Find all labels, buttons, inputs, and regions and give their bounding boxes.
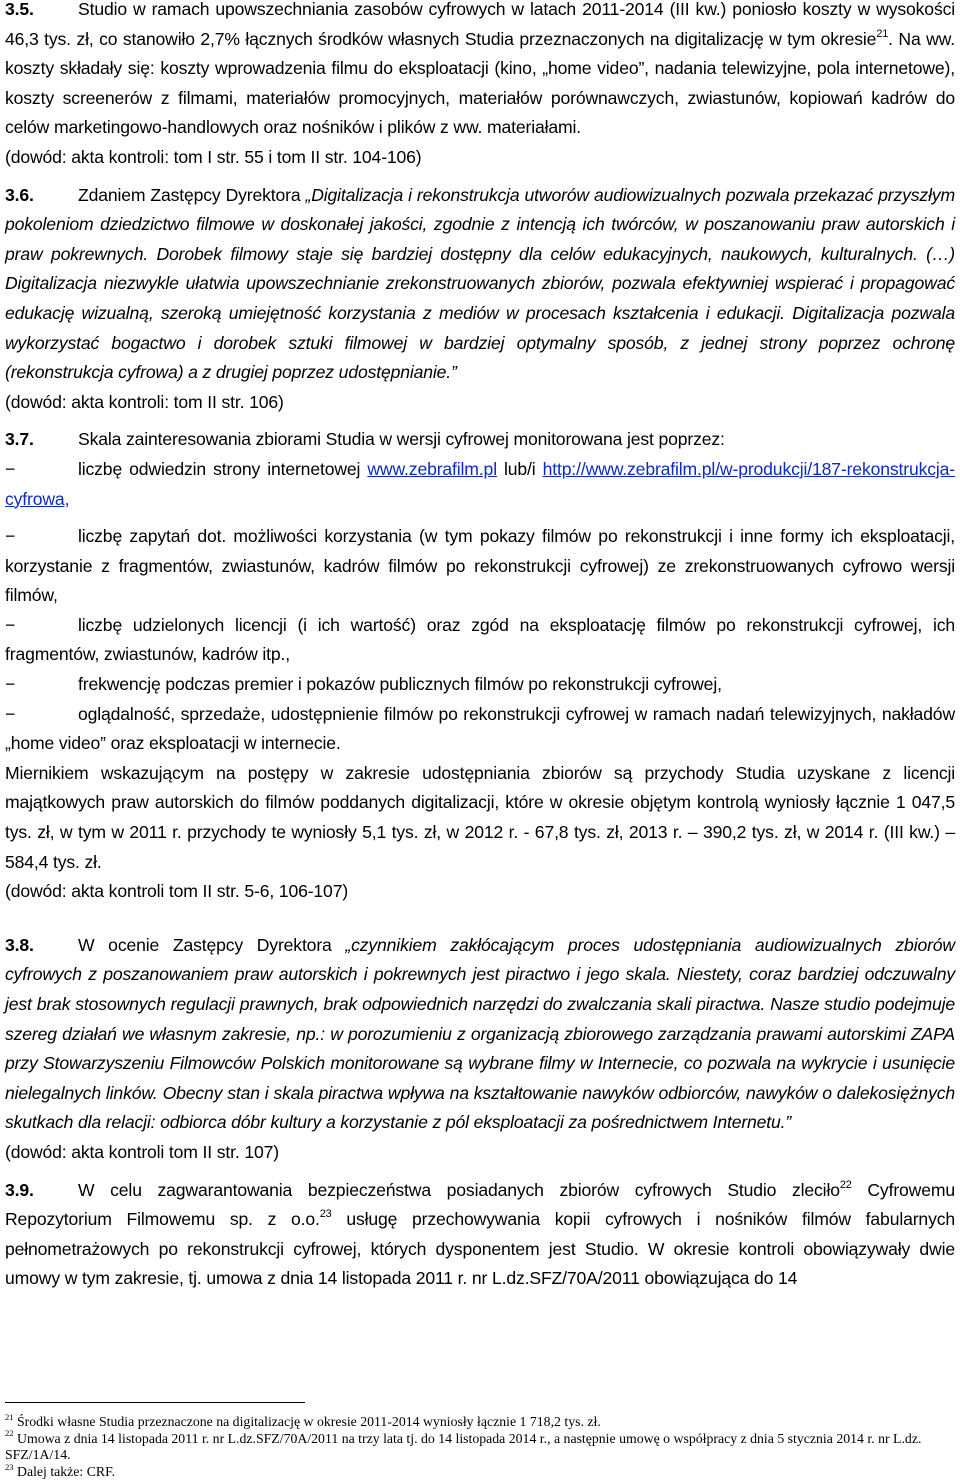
text: Skala zainteresowania zbiorami Studia w wersji cyfrowej monitorowana jest poprzez: xyxy=(78,429,725,450)
list-item xyxy=(5,670,955,700)
list-item xyxy=(5,522,955,611)
source-note: (dowód: akta kontroli: tom II str. 106) xyxy=(5,391,284,412)
footnote-text: Umowa z dnia 14 listopada 2011 r. nr L.dz.SFZ/70A/2011 na trzy lata tj. do 14 listopada 2014 r., a następnie umowę o współpracy z dnia 5 stycznia 2014 r. nr L.dz. SFZ/1A/14. xyxy=(5,1430,922,1463)
text: frekwencję podczas premier i pokazów publicznych filmów po rekonstrukcji cyfrowej, xyxy=(78,674,722,695)
footnotes xyxy=(5,1402,955,1481)
footnote-ref: 21 xyxy=(876,27,889,40)
text: liczbę udzielonych licencji (i ich wartość) oraz zgód na eksploatację filmów po rekonstrukcji cyfrowej, ich fragmentów, zwiastunów, kadrów itp., xyxy=(5,614,955,665)
paragraph: Miernikiem wskazującym na postępy w zakresie udostępniania zbiorów są przychody Studia uzyskane z licencji majątkowych praw autorskich do filmów poddanych digitalizacji, które w okresie objętym kontrolą wyniosły łącznie 1 047,5 tys. zł, w tym w 2011 r. przychody te wyniosły 5,1 tys. zł, w 2012 r. - 67,8 tys. zł, 2013 r. – 390,2 tys. zł, w 2014 r. (III kw.) – 584,4 tys. zł. xyxy=(5,762,955,872)
footnote-21 xyxy=(5,1411,955,1431)
text: W ocenie Zastępcy Dyrektora xyxy=(78,934,346,955)
list-item xyxy=(5,611,955,670)
quote: „czynnikiem zakłócającym proces udostępniania audiowizualnych zbiorów cyfrowych z poszanowaniem praw autorskich i pokrewnych jest piractwo i jego skala. Niestety, coraz bardziej odczuwalny jest brak stosownych regulacji prawnych, brak odpowiednich narzędzi do zwalczania skali piractwa. Nasze studio podejmuje szereg działań we własnym zakresie, np.: w porozumieniu z organizacją zbiorowego zarządzania prawami autorskimi ZAPA przy Stowarzyszeniu Filmowców Polskich monitorowane są wybrane filmy w Internecie, co pozwala na wykrycie i usunięcie nielegalnych linków. Obecny stan i skala piractwa wpływa na kształtowanie nawyków odbiorców, nawyków o dalekosiężnych skutkach dla relacji: odbiorca dóbr kultury a korzystanie z pól eksploatacji za pośrednictwem Internetu.” xyxy=(5,934,955,1133)
section-number: 3.7. xyxy=(5,429,34,450)
link-rekonstrukcja[interactable]: http://www.zebrafilm.pl/w-produkcji/187-rekonstrukcja-cyfrowa, xyxy=(5,458,955,509)
section-3-5 xyxy=(5,0,955,173)
section-number: 3.9. xyxy=(5,1179,34,1200)
text: Studio w ramach upowszechniania zasobów cyfrowych w latach 2011-2014 (III kw.) poniosło koszty w wysokości 46,3 tys. zł, co stanowiło 2,7% łącznych środków własnych Studia przeznaczonych na digitalizację w tym okresie xyxy=(5,0,955,49)
dash-bullet: − xyxy=(5,526,16,547)
section-3-9 xyxy=(5,1176,955,1294)
dash-bullet: − xyxy=(5,703,16,724)
section-number: 3.6. xyxy=(5,184,34,205)
section-3-6 xyxy=(5,181,955,418)
document-page xyxy=(5,0,955,1294)
footnote-text: Środki własne Studia przeznaczone na digitalizację w okresie 2011-2014 wyniosły łącznie 1 718,2 tys. zł. xyxy=(13,1414,601,1429)
text: . Na ww. koszty składały się: koszty wprowadzenia filmu do eksploatacji (kino, „home video”, nadania telewizyjne, pola internetowe), koszty screenerów z filmami, materiałów promocyjnych, materiałów porównawczych, zwiastunów, kopiowań kadrów do celów marketingowo-handlowych oraz nośników i plików z ww. materiałami. xyxy=(5,28,955,138)
paragraph xyxy=(5,931,955,1138)
dash-bullet: − xyxy=(5,674,16,695)
footnote-ref: 23 xyxy=(319,1208,332,1221)
link-zebrafilm[interactable]: www.zebrafilm.pl xyxy=(367,458,497,479)
paragraph xyxy=(5,0,955,143)
dash-bullet: − xyxy=(5,614,16,635)
text: usługę przechowywania kopii cyfrowych i nośników filmów fabularnych pełnometrażowych po rekonstrukcji cyfrowej, których dysponentem jest Studio. W okresie kontroli obowiązywały dwie umowy w tym zakresie, tj. umowa z dnia 14 listopada 2011 r. nr L.dz.SFZ/70A/2011 obowiązująca do 14 xyxy=(5,1209,955,1289)
text: W celu zagwarantowania bezpieczeństwa posiadanych zbiorów cyfrowych Studio zleciło xyxy=(78,1179,840,1200)
source-note: (dowód: akta kontroli tom II str. 107) xyxy=(5,1141,279,1162)
quote: „Digitalizacja i rekonstrukcja utworów audiowizualnych pozwala przekazać przyszłym pokoleniom dziedzictwo filmowe w doskonałej jakości, zgodnie z intencją ich twórców, w poszanowaniu praw autorskich i praw pokrewnych. Dorobek filmowy staje się bardziej dostępny dla celów edukacyjnych, naukowych, kulturalnych. (…) Digitalizacja niezwykle ułatwia upowszechnianie zrekonstruowanych zbiorów, pozwala efektywniej wspierać i propagować edukację wizualną, szeroką umiejętność korzystania z mediów w procesach kształcenia i edukacji. Digitalizacja pozwala wykorzystać bogactwo i dorobek sztuki filmowej w bardziej optymalny sposób, z jednej strony poprzez ochronę (rekonstrukcja cyfrowa) a z drugiej poprzez udostępnianie.” xyxy=(5,184,955,383)
text: Zdaniem Zastępcy Dyrektora xyxy=(78,184,306,205)
text: liczbę zapytań dot. możliwości korzystania (w tym pokazy filmów po rekonstrukcji i inne formy ich eksploatacji, korzystanie z fragmentów, zwiastunów, kadrów filmów po rekonstrukcji cyfrowej) ze zrekonstruowanych cyfrowo wersji filmów, xyxy=(5,526,955,606)
section-3-7 xyxy=(5,425,955,907)
source-note: (dowód: akta kontroli tom II str. 5-6, 106-107) xyxy=(5,881,349,902)
footnote-number: 21 xyxy=(5,1411,14,1422)
paragraph xyxy=(5,425,955,455)
footnote-number: 23 xyxy=(5,1461,14,1472)
footnote-22 xyxy=(5,1428,955,1464)
footnote-number: 22 xyxy=(5,1428,14,1439)
dash-bullet: − xyxy=(5,458,16,479)
list-item xyxy=(5,700,955,759)
paragraph xyxy=(5,181,955,388)
text: Cyfrowemu Repozytorium Filmowemu sp. z o.o. xyxy=(5,1179,955,1230)
list-item xyxy=(5,455,955,514)
section-number: 3.8. xyxy=(5,934,34,955)
source-note: (dowód: akta kontroli: tom I str. 55 i tom II str. 104-106) xyxy=(5,146,422,167)
text: oglądalność, sprzedaże, udostępnienie filmów po rekonstrukcji cyfrowej w ramach nadań telewizyjnych, nakładów „home video” oraz eksploatacji w internecie. xyxy=(5,703,955,754)
paragraph xyxy=(5,1176,955,1294)
text: liczbę odwiedzin strony internetowej xyxy=(78,458,368,479)
section-3-8 xyxy=(5,931,955,1168)
footnote-text: Dalej także: CRF. xyxy=(13,1464,116,1480)
footnote-ref: 22 xyxy=(839,1178,852,1191)
text: lub/i xyxy=(496,458,543,479)
section-number: 3.5. xyxy=(5,0,34,19)
